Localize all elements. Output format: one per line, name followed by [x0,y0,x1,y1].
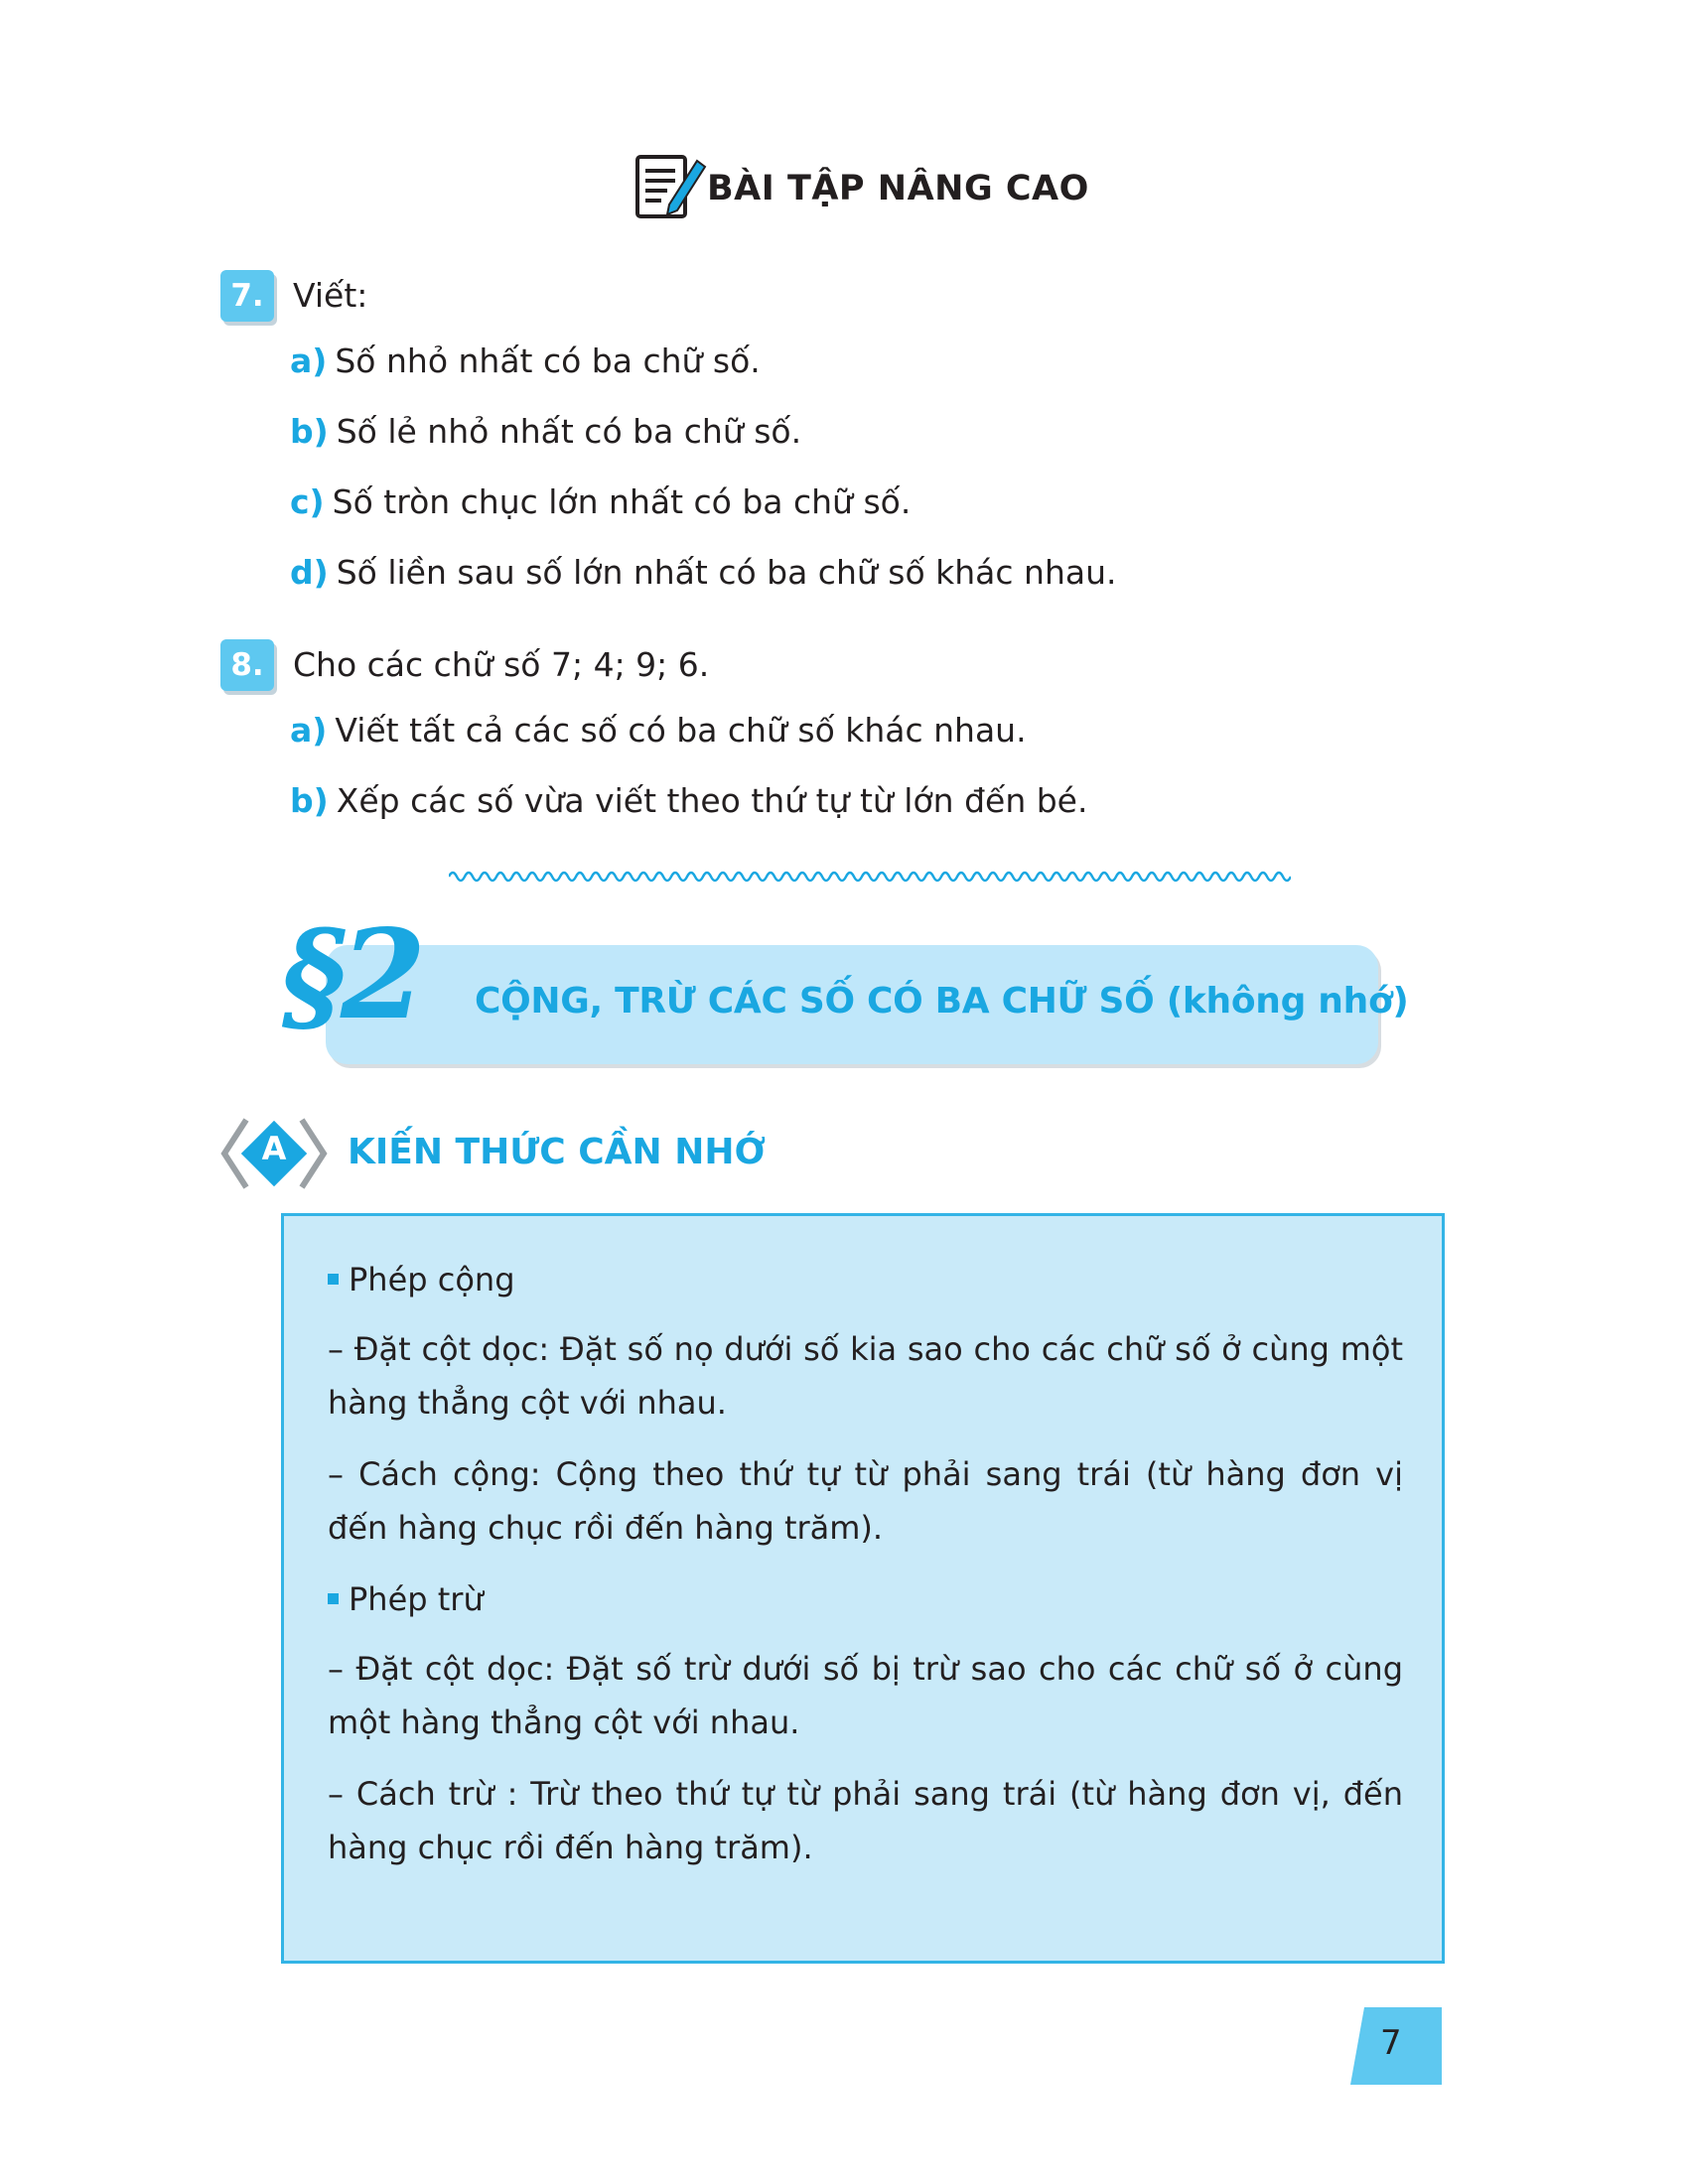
exercise-item [290,711,1027,750]
section-heading: BÀI TẬP NÂNG CAO [707,169,1089,208]
exercise-prompt: Viết: [293,276,368,315]
item-label: a) [290,341,328,380]
exercise-item [290,553,1116,592]
exercise-item [290,341,761,380]
square-bullet-icon [328,1274,339,1285]
section-a-letter: A [261,1130,287,1167]
exercise-number-badge: 8. [220,639,274,691]
wavy-divider [449,866,1291,887]
exercise-number-badge: 7. [220,270,274,322]
addition-step-1: – Đặt cột dọc: Đặt số nọ dưới số kia sao cho các chữ số ở cùng một hàng thẳng cột với nhau. [328,1330,1403,1422]
item-label: d) [290,553,329,592]
item-label: c) [290,482,325,521]
section-title: CỘNG, TRỪ CÁC SỐ CÓ BA CHỮ SỐ (không nhớ) [475,981,1409,1022]
exercise-item [290,781,1087,820]
section-number: §2 [282,903,421,1047]
addition-step-2: – Cách cộng: Cộng theo thứ tự từ phải sang trái (từ hàng đơn vị đến hàng chục rồi đến hàng trăm). [328,1455,1403,1547]
item-text: Số liền sau số lớn nhất có ba chữ số khác nhau. [336,553,1117,592]
item-text: Xếp các số vừa viết theo thứ tự từ lớn đến bé. [336,781,1088,820]
addition-heading: Phép cộng [328,1261,515,1298]
item-label: b) [290,781,329,820]
exercise-prompt: Cho các chữ số 7; 4; 9; 6. [293,645,710,684]
exercise-item [290,482,911,521]
item-text: Số lẻ nhỏ nhất có ba chữ số. [336,412,802,451]
item-text: Viết tất cả các số có ba chữ số khác nhau. [335,711,1027,750]
knowledge-title: KIẾN THỨC CẦN NHỚ [348,1132,766,1172]
exercise-item [290,412,801,451]
page-number: 7 [1380,2023,1402,2063]
subtraction-step-2: – Cách trừ : Trừ theo thứ tự từ phải sang trái (từ hàng đơn vị, đến hàng chục rồi đến hàng trăm). [328,1775,1403,1866]
item-text: Số tròn chục lớn nhất có ba chữ số. [332,482,912,521]
checklist-pencil-icon [633,153,709,220]
item-label: b) [290,412,329,451]
item-text: Số nhỏ nhất có ba chữ số. [335,341,761,380]
subtraction-step-1: – Đặt cột dọc: Đặt số trừ dưới số bị trừ sao cho các chữ số ở cùng một hàng thẳng cột với nhau. [328,1650,1403,1741]
subtraction-heading: Phép trừ [328,1580,484,1618]
square-bullet-icon [328,1593,339,1604]
item-label: a) [290,711,328,750]
